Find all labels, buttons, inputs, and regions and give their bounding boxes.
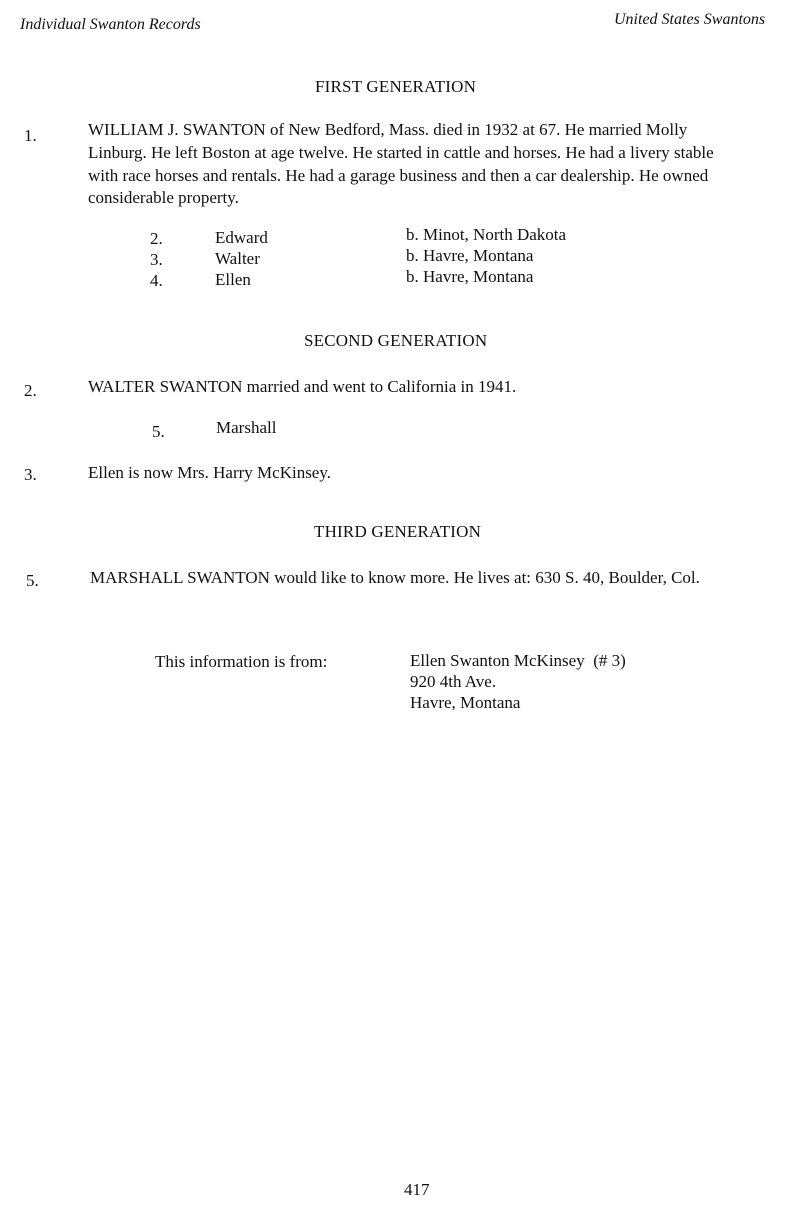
child-name: Ellen (215, 270, 251, 289)
running-header-left: Individual Swanton Records (20, 16, 201, 33)
child-number: 5. (152, 422, 165, 441)
child-name: Walter (215, 249, 260, 268)
source-line: Havre, Montana (410, 693, 521, 712)
entry-text: WALTER SWANTON married and went to California in 1941. (88, 377, 517, 396)
entry-number: 5. (26, 571, 39, 590)
child-birth: b. Havre, Montana (406, 246, 534, 265)
entry-line: WILLIAM J. SWANTON of New Bedford, Mass. died in 1932 at 67. He married Molly (88, 120, 688, 139)
page-number: 417 (404, 1180, 430, 1199)
source-line: 920 4th Ave. (410, 672, 497, 691)
child-name: Edward (215, 228, 268, 247)
third-generation-heading: THIRD GENERATION (314, 522, 482, 541)
entry-line: considerable property. (88, 188, 239, 207)
source-label: This information is from: (155, 652, 328, 671)
child-birth: b. Minot, North Dakota (406, 225, 567, 244)
entry-number: 1. (24, 126, 37, 145)
entry-text: Ellen is now Mrs. Harry McKinsey. (88, 463, 331, 482)
child-number: 3. (150, 250, 163, 269)
running-header-right: United States Swantons (614, 11, 766, 28)
child-number: 4. (150, 271, 163, 290)
child-number: 2. (150, 229, 163, 248)
entry-number: 3. (24, 465, 37, 484)
entry-number: 2. (24, 381, 37, 400)
entry-line: with race horses and rentals. He had a garage business and then a car dealership. He owned (88, 166, 709, 185)
source-line: Ellen Swanton McKinsey (# 3) (410, 651, 626, 670)
entry-line: Linburg. He left Boston at age twelve. He started in cattle and horses. He had a livery stable (88, 143, 714, 162)
first-generation-heading: FIRST GENERATION (315, 77, 477, 96)
entry-text: MARSHALL SWANTON would like to know more. He lives at: 630 S. 40, Boulder, Col. (90, 568, 700, 587)
child-birth: b. Havre, Montana (406, 267, 534, 286)
second-generation-heading: SECOND GENERATION (304, 331, 488, 350)
child-name: Marshall (216, 418, 277, 437)
